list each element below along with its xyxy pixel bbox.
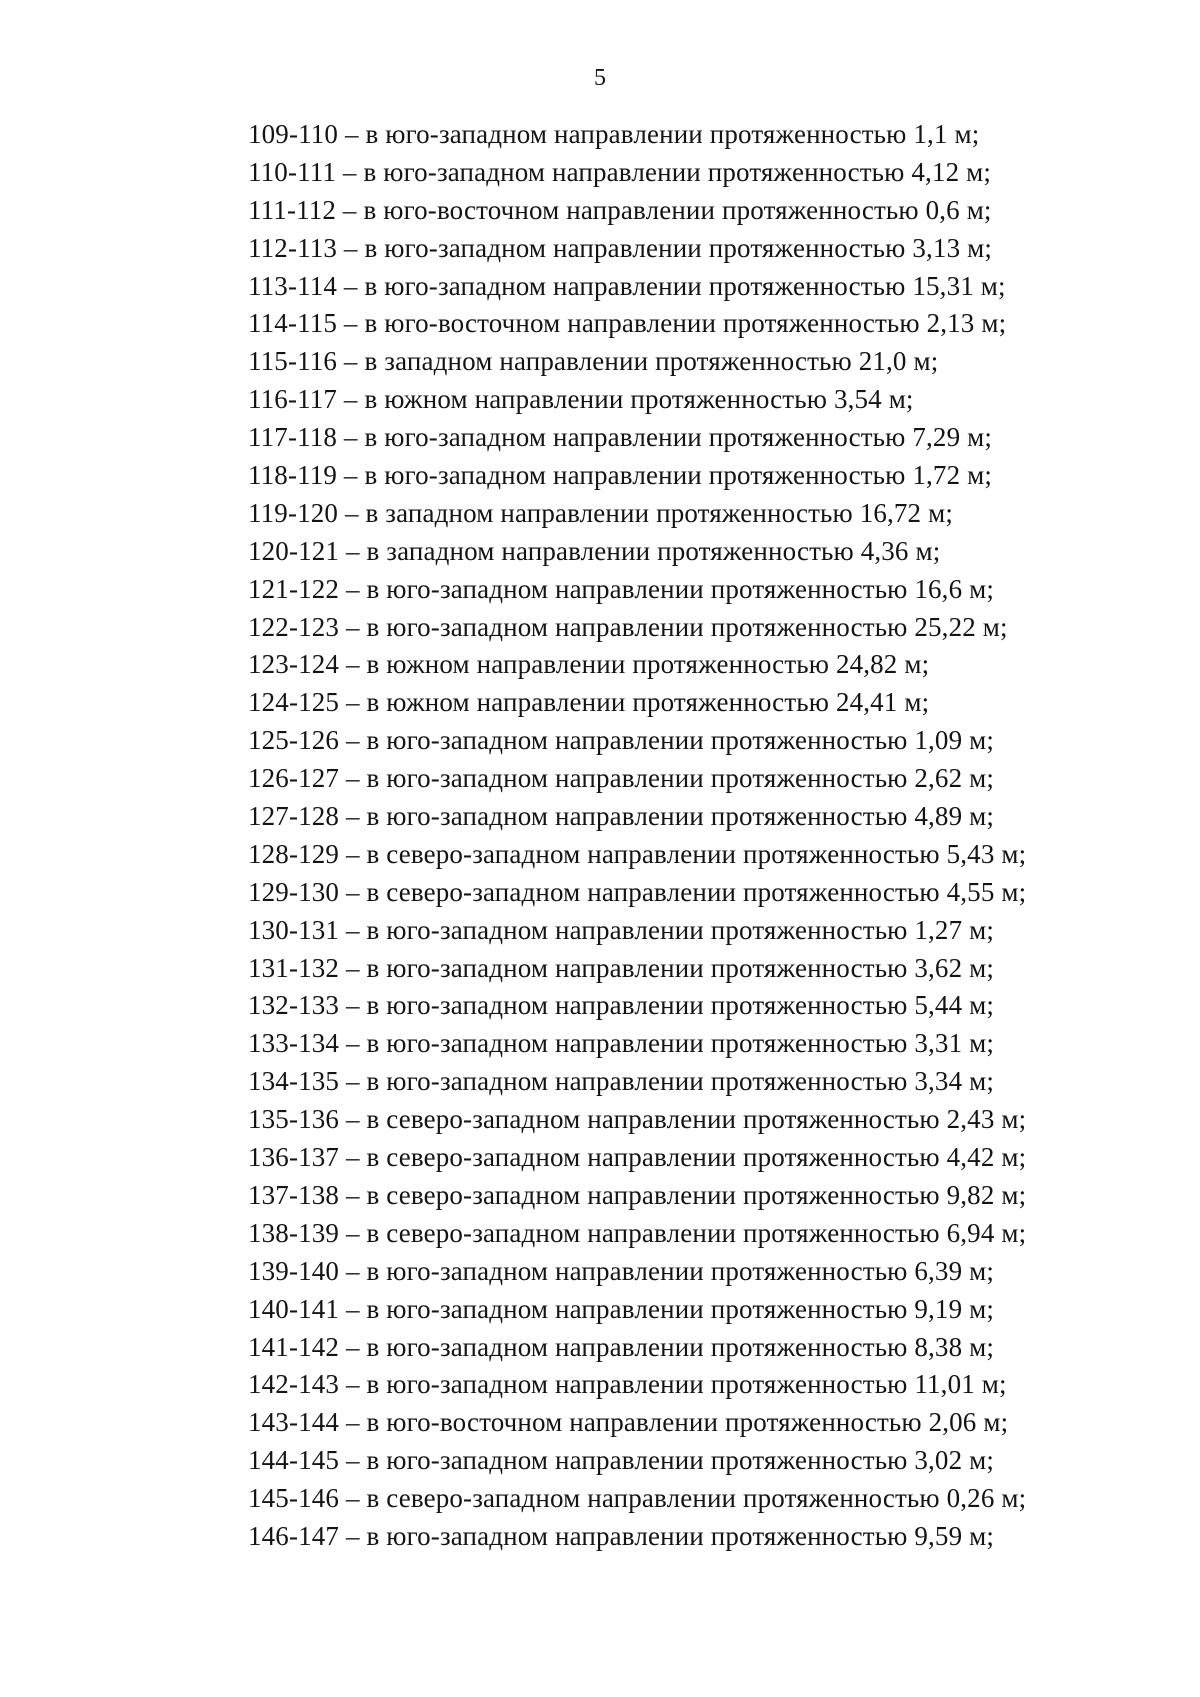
- list-item: 129-130 – в северо-западном направлении протяженностью 4,55 м;: [248, 876, 1027, 907]
- list-item: 119-120 – в западном направлении протяженностью 16,72 м;: [248, 497, 953, 528]
- list-item: 144-145 – в юго-западном направлении протяженностью 3,02 м;: [248, 1445, 995, 1476]
- list-item: 140-141 – в юго-западном направлении протяженностью 9,19 м;: [248, 1293, 995, 1324]
- list-item: 127-128 – в юго-западном направлении протяженностью 4,89 м;: [248, 801, 995, 832]
- list-item: 123-124 – в южном направлении протяженностью 24,82 м;: [248, 649, 930, 680]
- list-item: 141-142 – в юго-западном направлении протяженностью 8,38 м;: [248, 1331, 995, 1362]
- list-item: 145-146 – в северо-западном направлении протяженностью 0,26 м;: [248, 1483, 1027, 1514]
- list-item: 114-115 – в юго-восточном направлении протяженностью 2,13 м;: [248, 308, 1007, 339]
- list-item: 135-136 – в северо-западном направлении протяженностью 2,43 м;: [248, 1104, 1027, 1135]
- list-item: 110-111 – в юго-западном направлении протяженностью 4,12 м;: [248, 156, 992, 187]
- page-number: 5: [594, 65, 606, 91]
- list-item: 124-125 – в южном направлении протяженностью 24,41 м;: [248, 687, 930, 718]
- list-item: 118-119 – в юго-западном направлении протяженностью 1,72 м;: [248, 460, 993, 491]
- list-item: 139-140 – в юго-западном направлении протяженностью 6,39 м;: [248, 1255, 995, 1286]
- list-item: 131-132 – в юго-западном направлении протяженностью 3,62 м;: [248, 952, 995, 983]
- list-item: 109-110 – в юго-западном направлении протяженностью 1,1 м;: [248, 119, 980, 149]
- list-item: 121-122 – в юго-западном направлении протяженностью 16,6 м;: [248, 573, 995, 604]
- list-item: 116-117 – в южном направлении протяженностью 3,54 м;: [248, 384, 914, 415]
- list-item: 112-113 – в юго-западном направлении протяженностью 3,13 м;: [248, 232, 993, 263]
- list-item: 126-127 – в юго-западном направлении протяженностью 2,62 м;: [248, 763, 995, 794]
- list-item: 113-114 – в юго-западном направлении протяженностью 15,31 м;: [248, 270, 1006, 301]
- list-item: 134-135 – в юго-западном направлении протяженностью 3,34 м;: [248, 1066, 995, 1097]
- list-item: 132-133 – в юго-западном направлении протяженностью 5,44 м;: [248, 990, 995, 1021]
- list-item: 128-129 – в северо-западном направлении протяженностью 5,43 м;: [248, 838, 1027, 869]
- list-item: 125-126 – в юго-западном направлении протяженностью 1,09 м;: [248, 725, 995, 756]
- list-item: 117-118 – в юго-западном направлении протяженностью 7,29 м;: [248, 422, 993, 453]
- list-item: 146-147 – в юго-западном направлении протяженностью 9,59 м;: [248, 1520, 995, 1551]
- list-item: 138-139 – в северо-западном направлении протяженностью 6,94 м;: [248, 1217, 1027, 1248]
- list-item: 120-121 – в западном направлении протяженностью 4,36 м;: [248, 535, 941, 566]
- list-item: 137-138 – в северо-западном направлении протяженностью 9,82 м;: [248, 1179, 1027, 1210]
- list-item: 142-143 – в юго-западном направлении протяженностью 11,01 м;: [248, 1369, 1007, 1400]
- list-item: 136-137 – в северо-западном направлении протяженностью 4,42 м;: [248, 1142, 1027, 1173]
- boundary-segment-list: [248, 116, 1148, 1556]
- list-item: 122-123 – в юго-западном направлении протяженностью 25,22 м;: [248, 611, 1008, 642]
- list-item: 115-116 – в западном направлении протяженностью 21,0 м;: [248, 346, 939, 377]
- list-item: 143-144 – в юго-восточном направлении протяженностью 2,06 м;: [248, 1407, 1009, 1438]
- list-item: 133-134 – в юго-западном направлении протяженностью 3,31 м;: [248, 1028, 995, 1059]
- list-item: 130-131 – в юго-западном направлении протяженностью 1,27 м;: [248, 914, 995, 945]
- list-item: 111-112 – в юго-восточном направлении протяженностью 0,6 м;: [248, 194, 992, 225]
